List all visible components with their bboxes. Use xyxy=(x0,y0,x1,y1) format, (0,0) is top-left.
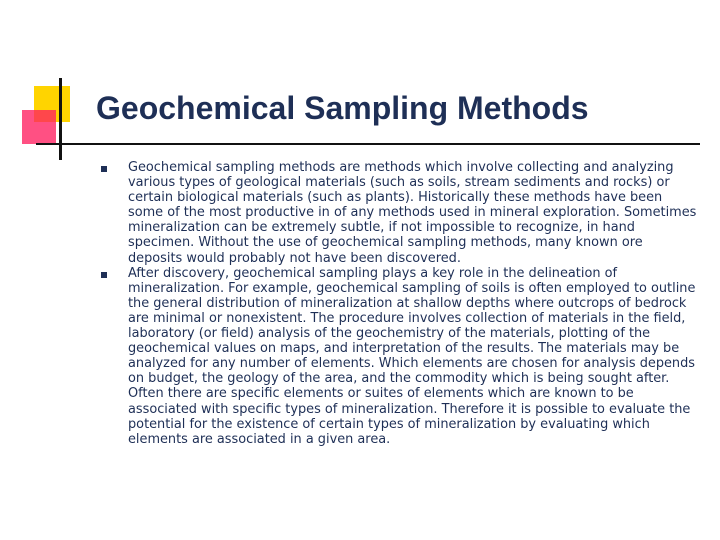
bullet-item xyxy=(100,266,700,447)
bullet-text-delineation: After discovery, geochemical sampling plays a key role in the delineation of mineralization. For example, geochemical sampling of soils is often employed to outline the general distribution of mineralization at shallow depths where outcrops of bedrock are minimal or nonexistent. The procedure involves collection of materials in the field, laboratory (or field) analysis of the geochemistry of the materials, plotting of the geochemical values on maps, and interpretation of the results. The materials may be analyzed for any number of elements. Which elements are chosen for analysis depends on budget, the geology of the area, and the commodity which is being sought after. Often there are specific elements or suites of elements which are known to be associated with specific types of mineralization. Therefore it is possible to evaluate the potential for the existence of certain types of mineralization by evaluating which elements are associated in a given area. xyxy=(128,265,696,447)
bullet-item xyxy=(100,160,700,266)
slide-title: Geochemical Sampling Methods xyxy=(96,90,589,126)
bullet-list xyxy=(100,160,700,447)
decorative-red-square xyxy=(22,110,56,144)
title-underline xyxy=(36,143,700,145)
square-bullet-icon xyxy=(101,272,107,278)
decorative-vertical-line xyxy=(59,78,62,160)
bullet-text-discovery: Geochemical sampling methods are methods which involve collecting and analyzing various types of geological materials (such as soils, stream sediments and rocks) or certain biological materials (such as plants). Historically these methods have been some of the most productive in of any methods used in mineral exploration. Sometimes mineralization can be extremely subtle, if not impossible to recognize, in hand specimen. Without the use of geochemical sampling methods, many known ore deposits would probably not have been discovered. xyxy=(128,160,697,266)
square-bullet-icon xyxy=(101,166,107,172)
